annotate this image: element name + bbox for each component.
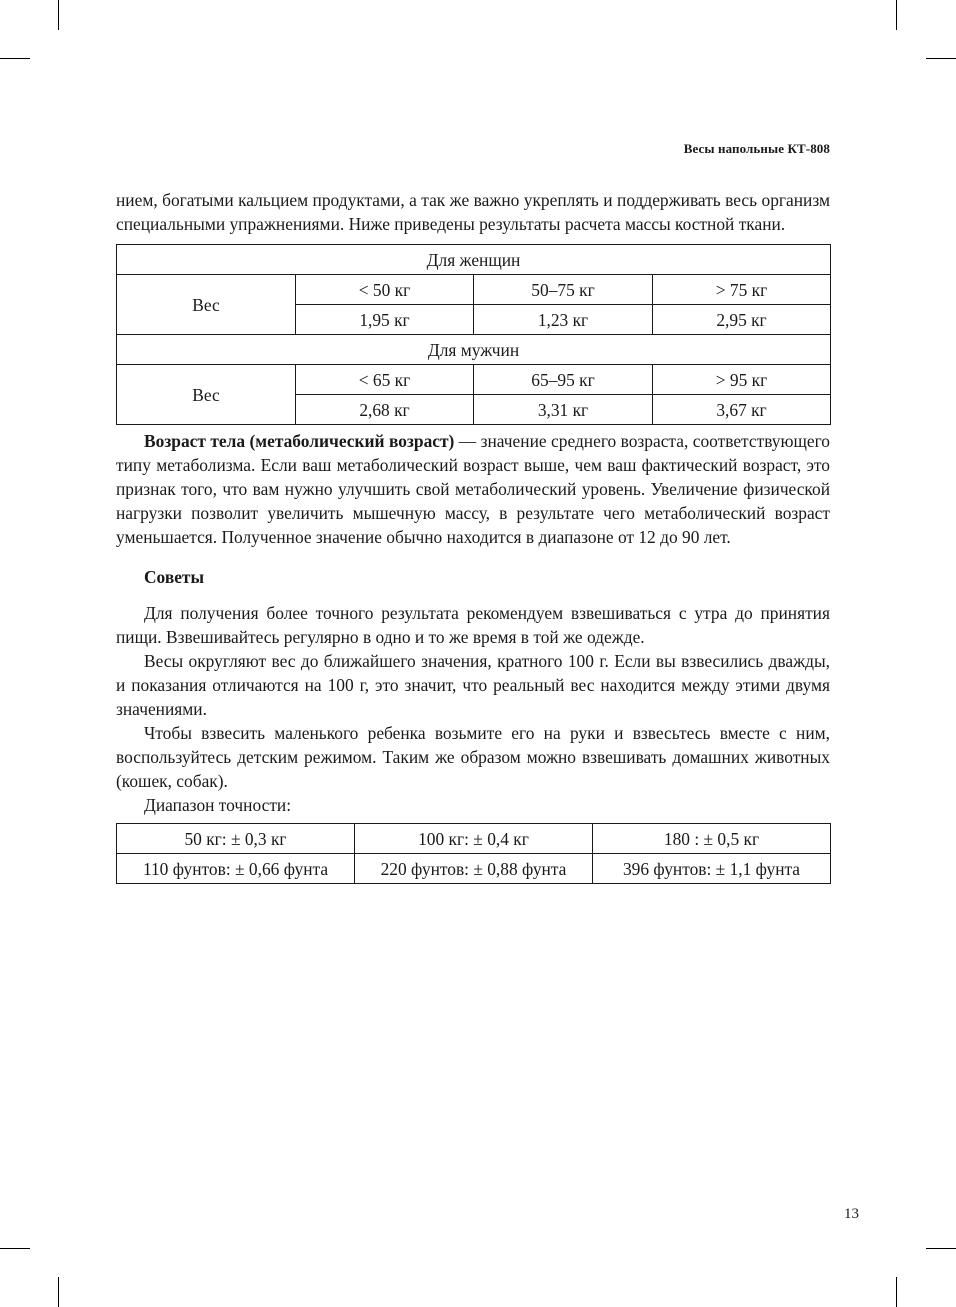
accuracy-kg-cell: 180 : ± 0,5 кг xyxy=(593,824,831,854)
women-row-label: Вес xyxy=(117,275,296,335)
table-row xyxy=(117,365,831,395)
running-header: Весы напольные КТ-808 xyxy=(683,141,830,156)
table-row xyxy=(117,824,831,854)
accuracy-kg-cell: 100 кг: ± 0,4 кг xyxy=(355,824,593,854)
tips-heading: Советы xyxy=(144,567,205,587)
page-content xyxy=(116,188,830,884)
table-row xyxy=(117,854,831,884)
men-row-label: Вес xyxy=(117,365,296,425)
men-range-cell: > 95 кг xyxy=(653,365,831,395)
crop-mark-right-top xyxy=(926,58,956,59)
accuracy-lb-cell: 110 фунтов: ± 0,66 фунта xyxy=(117,854,355,884)
women-title-cell: Для женщин xyxy=(117,245,831,275)
women-range-cell: < 50 кг xyxy=(296,275,474,305)
accuracy-lb-cell: 220 фунтов: ± 0,88 фунта xyxy=(355,854,593,884)
intro-paragraph: нием, богатыми кальцием продуктами, а так же важно укреплять и поддерживать весь организм специальными упражнениями. Ниже приведены результаты расчета массы костной ткани. xyxy=(116,190,830,234)
men-range-cell: < 65 кг xyxy=(296,365,474,395)
metabolic-age-term: Возраст тела (метаболический возраст) xyxy=(144,431,455,451)
crop-mark-right-bottom xyxy=(926,1248,956,1249)
page-number: 13 xyxy=(844,1206,859,1222)
metabolic-age-paragraph xyxy=(116,429,830,549)
metabolic-age-text: — значение среднего возраста, соответствующего типу метаболизма. Если ваш метаболический возраст выше, чем ваш фактический возраст, это признак того, что вам нужно улучшить свой метаболический уровень. Увеличение физической нагрузки позволит увеличить мышечную массу, в результате чего метаболический возраст уменьшается. Полученное значение обычно находится в диапазоне от 12 до 90 лет. xyxy=(116,431,830,547)
crop-mark-top-right xyxy=(896,0,897,30)
women-range-cell: > 75 кг xyxy=(653,275,831,305)
crop-mark-left-top xyxy=(0,58,30,59)
accuracy-table xyxy=(116,823,831,884)
tips-paragraph-1: Для получения более точного результата рекомендуем взвешиваться с утра до принятия пищи. Взвешивайтесь регулярно в одно и то же время в той же одежде. xyxy=(116,603,830,647)
women-range-cell: 50–75 кг xyxy=(474,275,653,305)
table-row xyxy=(117,335,831,365)
accuracy-kg-cell: 50 кг: ± 0,3 кг xyxy=(117,824,355,854)
crop-mark-bottom-left xyxy=(58,1277,59,1307)
tips-paragraph-3: Чтобы взвесить маленького ребенка возьмите его на руки и взвесьтесь вместе с ним, воспользуйтесь детским режимом. Таким же образом можно взвешивать домашних животных (кошек, собак). xyxy=(116,723,830,791)
table-row xyxy=(117,275,831,305)
accuracy-label: Диапазон точности: xyxy=(144,795,292,815)
men-title-cell: Для мужчин xyxy=(117,335,831,365)
men-range-cell: 65–95 кг xyxy=(474,365,653,395)
women-value-cell: 1,23 кг xyxy=(474,305,653,335)
women-value-cell: 1,95 кг xyxy=(296,305,474,335)
bone-mass-table xyxy=(116,244,831,425)
crop-mark-left-bottom xyxy=(0,1248,30,1249)
men-value-cell: 3,67 кг xyxy=(653,395,831,425)
tips-paragraph-2: Весы округляют вес до ближайшего значения, кратного 100 г. Если вы взвесились дважды, и показания отличаются на 100 г, это значит, что реальный вес находится между этими двумя значениями. xyxy=(116,651,830,719)
crop-mark-bottom-right xyxy=(896,1277,897,1307)
men-value-cell: 2,68 кг xyxy=(296,395,474,425)
women-value-cell: 2,95 кг xyxy=(653,305,831,335)
crop-mark-top-left xyxy=(58,0,59,30)
men-value-cell: 3,31 кг xyxy=(474,395,653,425)
table-row xyxy=(117,245,831,275)
accuracy-lb-cell: 396 фунтов: ± 1,1 фунта xyxy=(593,854,831,884)
